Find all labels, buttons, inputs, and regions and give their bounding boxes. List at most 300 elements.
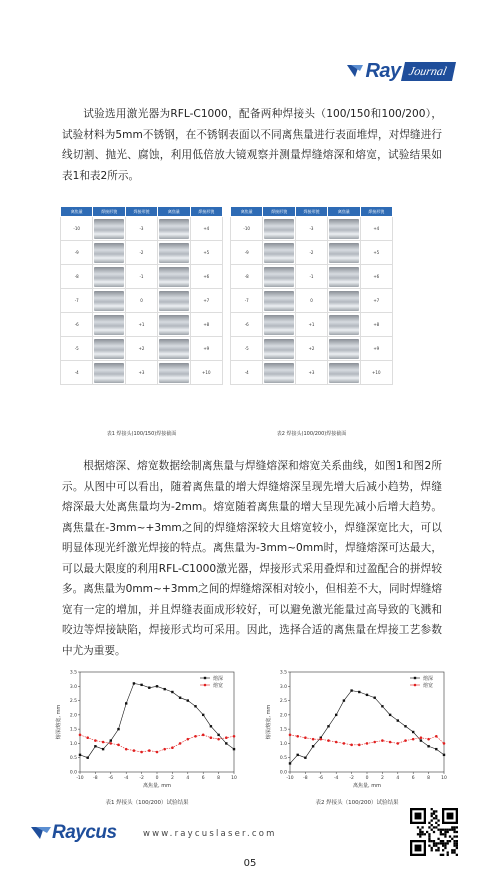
qr-module (453, 835, 455, 837)
data-point (102, 741, 105, 744)
data-point (117, 728, 119, 730)
chart-2-caption: 表2 焊接头（100/200）试验结果 (315, 800, 399, 806)
data-point (148, 687, 150, 689)
data-point (194, 735, 197, 738)
data-point (381, 705, 383, 707)
defocus-value-cell: +8 (360, 313, 392, 337)
qr-code-icon[interactable] (410, 808, 458, 856)
data-point (225, 742, 227, 744)
raycus-wing-icon (30, 824, 52, 842)
x-tick-label: 8 (217, 776, 221, 781)
defocus-value-cell: +9 (190, 337, 222, 361)
qr-module (456, 835, 458, 837)
y-tick-label: 1.0 (279, 741, 287, 747)
weld-image-cell (263, 313, 295, 337)
defocus-value-cell: -8 (231, 265, 263, 289)
data-point (94, 739, 97, 742)
table-header-cell: 焊接形貌 (190, 207, 222, 217)
qr-module (453, 849, 455, 851)
x-tick-label: -8 (93, 776, 98, 781)
table-header-cell: 离焦量 (61, 207, 93, 217)
intro-paragraph: 试验选用激光器为RFL-C1000，配备两种焊接头（100/150和100/200），试验材料为5mm不锈钢，在不锈钢表面以不同离焦量进行表面堆焊，对焊缝进行线切割、抛光、腐蚀，利用低倍放大镜观察并测量焊缝熔深和熔宽，试验结果如表1和表2所示。 (62, 108, 442, 182)
weld-image-cell (93, 289, 125, 313)
weld-image-cell (263, 289, 295, 313)
data-point (148, 749, 151, 752)
qr-module (453, 845, 455, 847)
defocus-value-cell: -9 (231, 241, 263, 265)
y-tick-label: 0.5 (69, 756, 77, 762)
data-point (327, 725, 329, 727)
data-point (179, 697, 181, 699)
weld-cross-section-image (264, 243, 293, 263)
qr-module (440, 829, 442, 831)
weld-image-cell (93, 313, 125, 337)
data-point (133, 749, 136, 752)
y-tick-label: 0.5 (279, 756, 287, 762)
data-point (171, 691, 173, 693)
qr-module (421, 833, 423, 835)
defocus-value-cell: -4 (61, 361, 93, 385)
x-tick-label: 0 (155, 776, 159, 781)
defocus-value-cell: +7 (190, 289, 222, 313)
qr-module (447, 851, 449, 853)
qr-module (456, 831, 458, 833)
data-point (304, 757, 306, 759)
data-point (304, 736, 307, 739)
table-row (231, 217, 393, 241)
defocus-value-cell: -8 (61, 265, 93, 289)
data-point (404, 739, 407, 742)
weld-cross-section-image (264, 363, 293, 383)
y-tick-label: 3.5 (279, 670, 287, 676)
qr-module (435, 842, 437, 844)
data-point (210, 725, 212, 727)
data-point (194, 705, 196, 707)
qr-module (444, 842, 446, 844)
qr-module (442, 829, 444, 831)
data-point (79, 734, 82, 737)
defocus-value-cell: -3 (125, 217, 157, 241)
y-axis-label: 熔深/熔宽, mm (266, 704, 272, 740)
weld-cross-section-image (159, 339, 188, 359)
x-tick-label: 4 (396, 776, 400, 781)
qr-module (440, 840, 442, 842)
qr-module (453, 842, 455, 844)
table-header-cell: 焊接形貌 (360, 207, 392, 217)
qr-module (428, 822, 430, 824)
data-point (102, 748, 104, 750)
defocus-value-cell: +10 (190, 361, 222, 385)
qr-module (431, 829, 433, 831)
data-point (187, 738, 190, 741)
x-tick-label: 10 (231, 776, 237, 781)
weld-cross-section-image (329, 291, 358, 311)
data-point (335, 741, 338, 744)
qr-module (437, 849, 439, 851)
qr-module (433, 826, 435, 828)
wing-icon (345, 61, 365, 81)
qr-module (428, 835, 430, 837)
defocus-value-cell: +4 (190, 217, 222, 241)
weld-cross-section-image (329, 363, 358, 383)
qr-module (451, 838, 453, 840)
data-point (312, 738, 315, 741)
qr-module (456, 854, 458, 856)
weld-image-cell (93, 265, 125, 289)
qr-module (435, 815, 437, 817)
weld-image-cell (93, 217, 125, 241)
data-point (366, 742, 369, 745)
table-1-caption: 表1 焊接头(100/150)焊接截面 (106, 431, 177, 437)
qr-module (442, 849, 444, 851)
qr-module (456, 840, 458, 842)
qr-module (426, 831, 428, 833)
defocus-value-cell: +4 (360, 217, 392, 241)
defocus-value-cell: -2 (295, 241, 327, 265)
table-row (231, 361, 393, 385)
data-point (217, 738, 220, 741)
table-header-cell: 焊接形貌 (263, 207, 295, 217)
table-row (231, 241, 393, 265)
qr-module (447, 829, 449, 831)
qr-module (433, 810, 435, 812)
defocus-value-cell: +6 (360, 265, 392, 289)
ray-journal-logo (345, 58, 454, 84)
defocus-value-cell: -7 (231, 289, 263, 313)
qr-module (451, 826, 453, 828)
weld-image-cell (328, 313, 360, 337)
data-point (343, 699, 345, 701)
legend-marker (204, 677, 206, 679)
qr-module (440, 833, 442, 835)
data-point (358, 691, 360, 693)
data-point (404, 725, 406, 727)
logo-brand: Ray (365, 59, 401, 82)
data-point (381, 739, 384, 742)
table-header-cell: 离焦量 (231, 207, 263, 217)
data-point (427, 738, 430, 741)
qr-module (435, 822, 437, 824)
data-point (171, 746, 174, 749)
qr-module (433, 845, 435, 847)
y-tick-label: 1.0 (69, 741, 77, 747)
defocus-value-cell: -5 (61, 337, 93, 361)
weld-cross-section-image (94, 363, 123, 383)
y-tick-label: 2.5 (69, 699, 77, 705)
table-row (61, 361, 223, 385)
y-tick-label: 2.5 (279, 699, 287, 705)
weld-cross-section-image (264, 291, 293, 311)
table-row (61, 265, 223, 289)
footer-brand: Raycus (52, 822, 117, 843)
qr-module (428, 840, 430, 842)
y-tick-label: 1.5 (279, 727, 287, 733)
qr-module (431, 824, 433, 826)
data-point (397, 719, 399, 721)
qr-module (453, 851, 455, 853)
data-point (140, 684, 142, 686)
defocus-value-cell: +1 (295, 313, 327, 337)
qr-module (440, 854, 442, 856)
defocus-value-cell: 0 (125, 289, 157, 313)
data-point (133, 682, 135, 684)
qr-module (437, 842, 439, 844)
qr-module (456, 842, 458, 844)
data-point (156, 751, 159, 754)
weld-cross-section-image (264, 339, 293, 359)
data-point (202, 714, 204, 716)
x-tick-label: -10 (286, 776, 294, 781)
qr-module (453, 829, 455, 831)
qr-module (431, 847, 433, 849)
table-row (61, 217, 223, 241)
qr-module (453, 840, 455, 842)
weld-image-cell (158, 217, 190, 241)
defocus-value-cell: +2 (295, 337, 327, 361)
weld-cross-section-image (329, 219, 358, 239)
weld-image-cell (158, 337, 190, 361)
chart-2-svg (262, 664, 452, 792)
defocus-value-cell: +1 (125, 313, 157, 337)
weld-image-cell (263, 217, 295, 241)
data-point (163, 748, 166, 751)
defocus-value-cell: +6 (190, 265, 222, 289)
x-tick-label: -10 (76, 776, 84, 781)
weld-cross-section-image (329, 339, 358, 359)
plot-frame (290, 672, 444, 772)
weld-image-cell (158, 241, 190, 265)
qr-module (449, 829, 451, 831)
qr-module (437, 838, 439, 840)
weld-cross-section-image (329, 243, 358, 263)
y-tick-label: 3.0 (279, 684, 287, 690)
y-tick-label: 0.0 (279, 770, 287, 776)
data-point (140, 751, 143, 754)
table-header-cell: 焊接形貌 (295, 207, 327, 217)
qr-module (451, 829, 453, 831)
y-axis-label: 熔深/熔宽, mm (56, 704, 62, 740)
defocus-value-cell: -10 (231, 217, 263, 241)
weld-cross-section-image (159, 243, 188, 263)
y-tick-label: 2.0 (279, 713, 287, 719)
weld-cross-section-image (94, 291, 123, 311)
table-row (61, 313, 223, 337)
x-axis-label: 离焦量, mm (143, 783, 171, 789)
defocus-value-cell: +7 (360, 289, 392, 313)
data-point (443, 742, 446, 745)
charts-area (52, 664, 452, 814)
weld-image-cell (263, 241, 295, 265)
qr-module (444, 829, 446, 831)
qr-module (424, 833, 426, 835)
qr-module (433, 840, 435, 842)
data-point (86, 736, 89, 739)
data-point (125, 702, 127, 704)
table-2 (230, 206, 393, 385)
data-point (110, 739, 112, 741)
data-point (125, 748, 128, 751)
raycus-logo (30, 822, 117, 844)
data-point (420, 736, 423, 739)
defocus-value-cell: +10 (360, 361, 392, 385)
data-point (217, 734, 219, 736)
defocus-value-cell: +9 (360, 337, 392, 361)
qr-module (431, 815, 433, 817)
legend-marker (414, 684, 417, 687)
data-point (435, 735, 438, 738)
weld-cross-section-image (159, 315, 188, 335)
data-point (320, 738, 323, 741)
data-point (389, 741, 392, 744)
data-point (79, 754, 81, 756)
table-row (61, 337, 223, 361)
defocus-value-cell: -10 (61, 217, 93, 241)
qr-module (435, 845, 437, 847)
qr-module (435, 849, 437, 851)
qr-module (442, 842, 444, 844)
x-tick-label: -4 (123, 776, 129, 781)
defocus-value-cell: +5 (360, 241, 392, 265)
weld-image-cell (93, 337, 125, 361)
weld-image-cell (328, 217, 360, 241)
qr-finder-core (415, 813, 422, 820)
qr-module (442, 845, 444, 847)
qr-module (444, 831, 446, 833)
qr-module (431, 840, 433, 842)
x-tick-label: 8 (427, 776, 431, 781)
y-tick-label: 2.0 (69, 713, 77, 719)
qr-module (447, 842, 449, 844)
qr-module (447, 840, 449, 842)
legend-label: 熔深 (423, 675, 434, 682)
qr-module (456, 826, 458, 828)
qr-module (440, 831, 442, 833)
qr-module (433, 813, 435, 815)
data-point (94, 745, 96, 747)
defocus-value-cell: +8 (190, 313, 222, 337)
defocus-value-cell: -5 (231, 337, 263, 361)
weld-image-cell (158, 361, 190, 385)
legend-label: 熔宽 (213, 682, 224, 689)
defocus-value-cell: +5 (190, 241, 222, 265)
data-point (350, 744, 353, 747)
website-link[interactable]: www.raycuslaser.com (143, 829, 277, 839)
table-2-caption: 表2 焊接头(100/200)焊接截面 (276, 431, 347, 437)
data-point (110, 742, 113, 745)
weld-cross-section-image (94, 339, 123, 359)
data-point (233, 735, 236, 738)
data-point (397, 742, 400, 745)
x-tick-label: -8 (303, 776, 308, 781)
qr-module (449, 840, 451, 842)
weld-image-cell (328, 289, 360, 313)
qr-module (453, 826, 455, 828)
data-point (366, 694, 368, 696)
weld-cross-section-image (94, 267, 123, 287)
weld-image-cell (263, 337, 295, 361)
legend-marker (204, 684, 207, 687)
weld-cross-section-image (329, 315, 358, 335)
data-point (233, 748, 235, 750)
data-point (156, 685, 158, 687)
qr-module (431, 819, 433, 821)
data-point (358, 744, 361, 747)
qr-module (419, 831, 421, 833)
weld-image-cell (93, 241, 125, 265)
weld-image-cell (263, 361, 295, 385)
data-point (412, 731, 414, 733)
data-point (327, 739, 330, 742)
weld-image-cell (328, 361, 360, 385)
table-row (231, 289, 393, 313)
qr-module (428, 845, 430, 847)
data-point (179, 742, 182, 745)
data-point (427, 745, 429, 747)
qr-module (435, 817, 437, 819)
qr-module (431, 849, 433, 851)
qr-module (453, 831, 455, 833)
weld-cross-section-image (329, 267, 358, 287)
defocus-value-cell: -1 (125, 265, 157, 289)
weld-image-cell (328, 337, 360, 361)
legend-label: 熔宽 (423, 682, 434, 689)
weld-image-cell (328, 241, 360, 265)
qr-module (421, 826, 423, 828)
data-point (297, 754, 299, 756)
x-tick-label: 2 (170, 776, 174, 781)
qr-module (428, 838, 430, 840)
x-tick-label: -2 (139, 776, 144, 781)
weld-image-cell (158, 265, 190, 289)
defocus-value-cell: -7 (61, 289, 93, 313)
qr-module (428, 833, 430, 835)
qr-module (437, 824, 439, 826)
qr-module (442, 833, 444, 835)
qr-module (435, 826, 437, 828)
weld-cross-section-image (94, 243, 123, 263)
qr-module (456, 847, 458, 849)
x-tick-label: 6 (411, 776, 415, 781)
data-point (373, 741, 376, 744)
weld-cross-section-image (159, 219, 188, 239)
defocus-value-cell: -1 (295, 265, 327, 289)
qr-module (442, 854, 444, 856)
series-line-1 (290, 691, 444, 764)
qr-finder-core (415, 845, 422, 852)
defocus-value-cell: +3 (125, 361, 157, 385)
data-point (435, 748, 437, 750)
data-point (289, 734, 292, 737)
legend-label: 熔深 (213, 675, 224, 682)
x-tick-label: 0 (365, 776, 369, 781)
data-point (187, 699, 189, 701)
qr-module (444, 835, 446, 837)
x-tick-label: 4 (186, 776, 190, 781)
weld-cross-section-image (94, 219, 123, 239)
y-tick-label: 3.5 (69, 670, 77, 676)
data-point (443, 754, 445, 756)
chart-1-caption: 表1 焊接头（100/200）试验结果 (105, 800, 189, 806)
qr-module (433, 842, 435, 844)
x-tick-label: -6 (108, 776, 114, 781)
defocus-value-cell: -6 (61, 313, 93, 337)
qr-module (419, 835, 421, 837)
qr-finder-core (447, 813, 454, 820)
defocus-value-cell: 0 (295, 289, 327, 313)
qr-module (444, 845, 446, 847)
data-point (389, 714, 391, 716)
data-point (420, 739, 422, 741)
